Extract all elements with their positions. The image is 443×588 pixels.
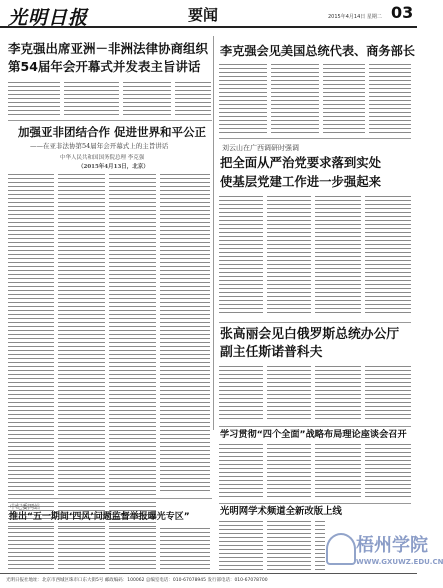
- headline-gmw-academic[interactable]: 光明网学术频道全新改版上线: [220, 506, 342, 517]
- article-text-block: [8, 82, 60, 116]
- section-divider: [219, 138, 411, 139]
- article-text-block: [219, 64, 267, 134]
- page-footer: [0, 573, 417, 588]
- headline-liu-yunshan-line2[interactable]: 使基层党建工作进一步强起来: [220, 174, 382, 189]
- university-seal-icon: [326, 533, 356, 565]
- headline-li-us-business[interactable]: 李克强会见美国总统代表、商务部长: [220, 44, 415, 58]
- watermark-url: WWW.GXUWZ.EDU.CN: [356, 558, 443, 566]
- section-divider: [219, 503, 411, 504]
- article-text-block: [365, 366, 411, 420]
- article-text-block: [109, 174, 156, 554]
- kicker-discipline: 中纪委网站: [10, 504, 41, 511]
- section-title: 要闻: [188, 6, 219, 24]
- article-text-block: [323, 64, 365, 134]
- newspaper-masthead: 光明日报: [8, 7, 89, 29]
- speech-date: （2015年4月13日，北京）: [78, 164, 149, 170]
- headline-zhang-gaoli-line1[interactable]: 张高丽会见白俄罗斯总统办公厅: [220, 327, 400, 342]
- headline-zhang-gaoli-line2[interactable]: 副主任斯诺普科夫: [220, 345, 323, 360]
- article-text-block: [267, 444, 311, 500]
- headline-li-asia-africa-line1[interactable]: 李克强出席亚洲－非洲法律协商组织: [8, 41, 209, 56]
- article-text-block: [8, 528, 54, 570]
- headline-li-asia-africa-line2[interactable]: 第54届年会开幕式并发表主旨讲话: [8, 59, 201, 74]
- article-text-block: [160, 174, 210, 494]
- column-divider: [213, 36, 214, 430]
- speech-byline: 中华人民共和国国务院总理 李克强: [60, 155, 145, 161]
- article-text-block: [8, 174, 54, 554]
- headline-four-comprehensive[interactable]: 学习贯彻“四个全面”战略布局理论座谈会召开: [220, 429, 407, 440]
- headline-liu-yunshan-line1[interactable]: 把全面从严治党要求落到实处: [220, 155, 382, 170]
- issue-date: 2015年4月14日 星期二: [328, 14, 382, 20]
- article-text-block: [123, 82, 171, 116]
- article-text-block: [175, 82, 211, 116]
- article-text-block: [369, 64, 411, 134]
- article-text-block: [315, 521, 325, 570]
- article-text-block: [365, 196, 411, 316]
- footer-contact: 光明日报社地址：北京市西城区珠市口东大街5号 邮政编码：100062 总编室电话：010-67078945 发行部电话：010-67078700: [6, 578, 268, 583]
- article-text-block: [64, 82, 119, 116]
- headline-speech[interactable]: 加强亚非团结合作 促进世界和平公正: [18, 125, 207, 139]
- article-text-block: [267, 366, 311, 420]
- page-number: 03: [391, 3, 414, 22]
- article-text-block: [315, 366, 361, 420]
- article-text-block: [58, 528, 105, 570]
- watermark-text: 梧州学院: [356, 535, 428, 556]
- article-text-block: [365, 444, 411, 500]
- article-text-block: [58, 174, 105, 554]
- headline-discipline[interactable]: 推出“五一期间‘四风’问题监督举报曝光专区”: [9, 512, 190, 522]
- article-text-block: [219, 366, 263, 420]
- university-watermark: [326, 531, 443, 575]
- section-divider: [219, 426, 411, 427]
- article-text-block: [219, 196, 263, 316]
- page-header: [0, 0, 417, 28]
- article-text-block: [219, 521, 263, 570]
- kicker-liu-yunshan: 刘云山在广西调研时强调: [222, 144, 299, 152]
- section-divider: [8, 498, 212, 499]
- article-text-block: [219, 444, 263, 500]
- article-text-block: [271, 64, 319, 134]
- article-text-block: [315, 196, 361, 316]
- speech-subtitle: ——在亚非法协第54届年会开幕式上的主旨讲话: [30, 142, 169, 150]
- article-text-block: [109, 528, 156, 570]
- article-text-block: [267, 196, 311, 316]
- article-text-block: [267, 521, 311, 570]
- article-text-block: [315, 444, 361, 500]
- section-divider: [219, 322, 411, 323]
- section-divider: [8, 120, 212, 121]
- article-text-block: [160, 528, 210, 570]
